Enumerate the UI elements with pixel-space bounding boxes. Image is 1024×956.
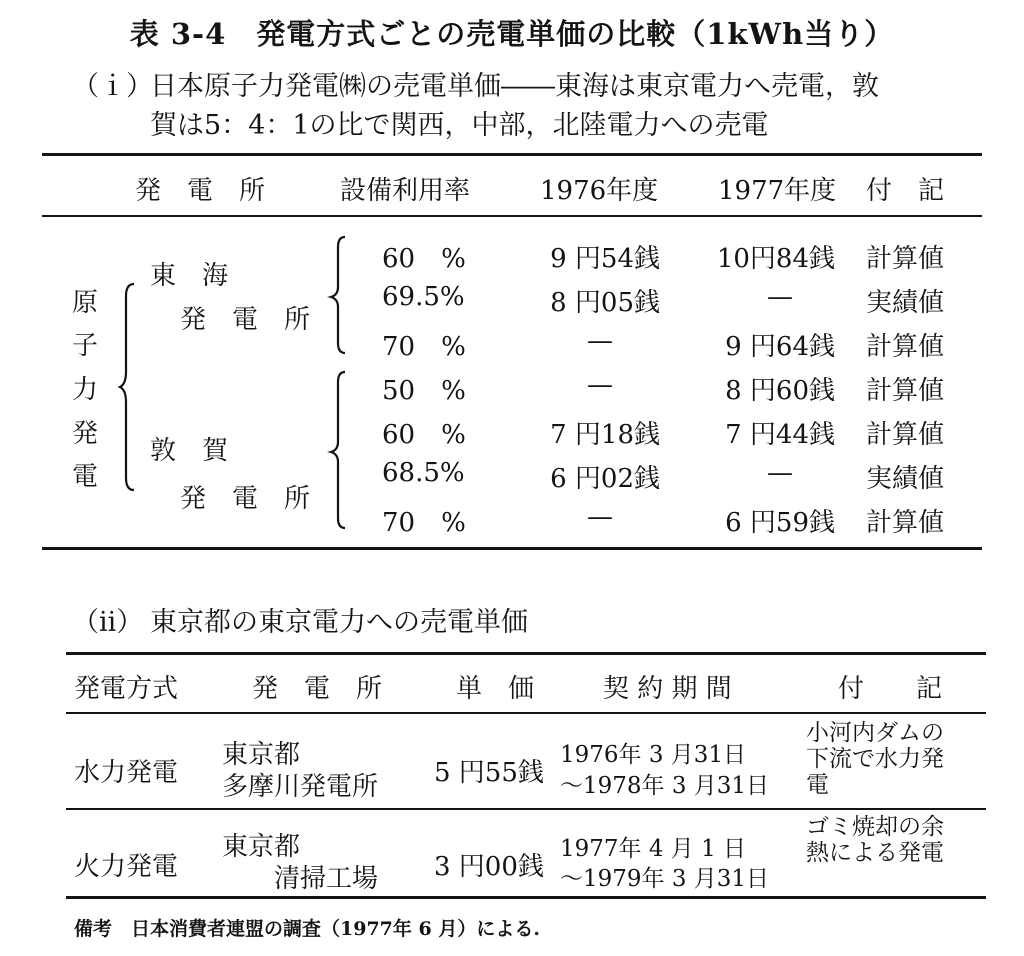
price-1977: 7 円44銭 <box>725 420 835 450</box>
table2-row-rule <box>66 808 986 810</box>
remark: 計算値 <box>866 420 945 450</box>
group-label-char: 発 <box>72 419 99 449</box>
plant-tokai-name: 東 海 <box>150 261 229 291</box>
table1-header-note: 付 記 <box>866 176 945 206</box>
remark: 実績値 <box>866 288 945 318</box>
table1-header-utilization: 設備利用率 <box>340 176 471 206</box>
utilization-rate: 68.5% <box>382 458 465 488</box>
table2-remark: 小河内ダムの下流で水力発電 <box>806 720 944 798</box>
remark: 実績値 <box>866 464 945 494</box>
group-label-char: 力 <box>72 375 99 405</box>
table1-header-rule <box>42 215 982 217</box>
utilization-rate: 50 % <box>382 376 466 406</box>
table2-header-rule <box>66 712 986 714</box>
utilization-rate: 60 % <box>382 244 466 274</box>
contract-start: 1976年 3 月31日 <box>560 742 747 768</box>
section1-heading-line2: 賀は5：4：1の比で関西，中部，北陸電力への売電 <box>150 110 769 141</box>
table2-header-plant: 発 電 所 <box>252 674 383 704</box>
table2-remark: ゴミ焼却の余熱による発電 <box>806 814 944 866</box>
group-label-char: 原 <box>72 288 99 318</box>
remark: 計算値 <box>866 376 945 406</box>
section2-heading: 東京都の東京電力への売電単価 <box>150 607 528 638</box>
table1-bottom-rule <box>42 547 982 550</box>
price-1976: — <box>587 326 613 356</box>
plant-owner: 東京都 <box>222 740 301 770</box>
table2-header-method: 発電方式 <box>74 674 179 704</box>
contract-end: ～1978年 3 月31日 <box>560 773 770 799</box>
section1-heading-line1: 日本原子力発電㈱の売電単価――東海は東京電力へ売電，敦 <box>150 71 879 102</box>
table2-header-price: 単 価 <box>456 674 535 704</box>
table1-header-1977: 1977年度 <box>718 176 837 206</box>
price-1976: 7 円18銭 <box>550 420 660 450</box>
contract-start: 1977年 4 月 1 日 <box>560 836 747 862</box>
remark: 計算値 <box>866 508 945 538</box>
price-1977: 9 円64銭 <box>725 332 835 362</box>
table-title: 表 3-4 発電方式ごとの売電単価の比較（1kWh当り） <box>129 17 895 51</box>
utilization-rate: 70 % <box>382 508 466 538</box>
table2-bottom-rule <box>66 896 986 899</box>
price-1976: — <box>587 370 613 400</box>
plant-name: 多摩川発電所 <box>222 772 379 802</box>
generation-method: 火力発電 <box>74 852 179 882</box>
utilization-rate: 70 % <box>382 332 466 362</box>
table1-header-1976: 1976年度 <box>540 176 659 206</box>
footnote: 備考 日本消費者連盟の調査（1977年 6 月）による. <box>74 918 540 940</box>
table2-header-period: 契 約 期 間 <box>603 674 732 704</box>
table1-header-plant: 発 電 所 <box>135 176 266 206</box>
plant-name: 清掃工場 <box>274 864 379 894</box>
price-1976: — <box>587 502 613 532</box>
remark: 計算値 <box>866 244 945 274</box>
price-1976: 9 円54銭 <box>550 244 660 274</box>
table2-top-rule <box>66 652 986 655</box>
group-label-char: 子 <box>72 331 99 361</box>
tsuruga-brace <box>328 370 348 530</box>
price-1977: — <box>767 282 793 312</box>
utilization-rate: 60 % <box>382 420 466 450</box>
price-1977: 10円84銭 <box>716 244 835 274</box>
plant-tsuruga-suffix: 発 電 所 <box>180 484 311 514</box>
group-label-char: 電 <box>72 462 99 492</box>
plant-owner: 東京都 <box>222 832 301 862</box>
price-1977: — <box>767 458 793 488</box>
remark: 計算値 <box>866 332 945 362</box>
section1-label: （ｉ） <box>72 71 153 102</box>
unit-price: 5 円55銭 <box>434 758 544 788</box>
price-1977: 6 円59銭 <box>725 508 835 538</box>
utilization-rate: 69.5% <box>382 282 465 312</box>
generation-method: 水力発電 <box>74 758 179 788</box>
plant-tsuruga-name: 敦 賀 <box>150 436 229 466</box>
group-brace <box>118 282 138 492</box>
contract-end: ～1979年 3 月31日 <box>560 866 770 892</box>
tokai-brace <box>328 235 348 355</box>
unit-price: 3 円00銭 <box>434 852 544 882</box>
price-1976: 8 円05銭 <box>550 288 660 318</box>
plant-tokai-suffix: 発 電 所 <box>180 305 311 335</box>
section2-label: （ii） <box>72 607 144 638</box>
table1-top-rule <box>42 153 982 156</box>
price-1976: 6 円02銭 <box>550 464 660 494</box>
table2-header-note: 付 記 <box>838 674 943 704</box>
price-1977: 8 円60銭 <box>725 376 835 406</box>
